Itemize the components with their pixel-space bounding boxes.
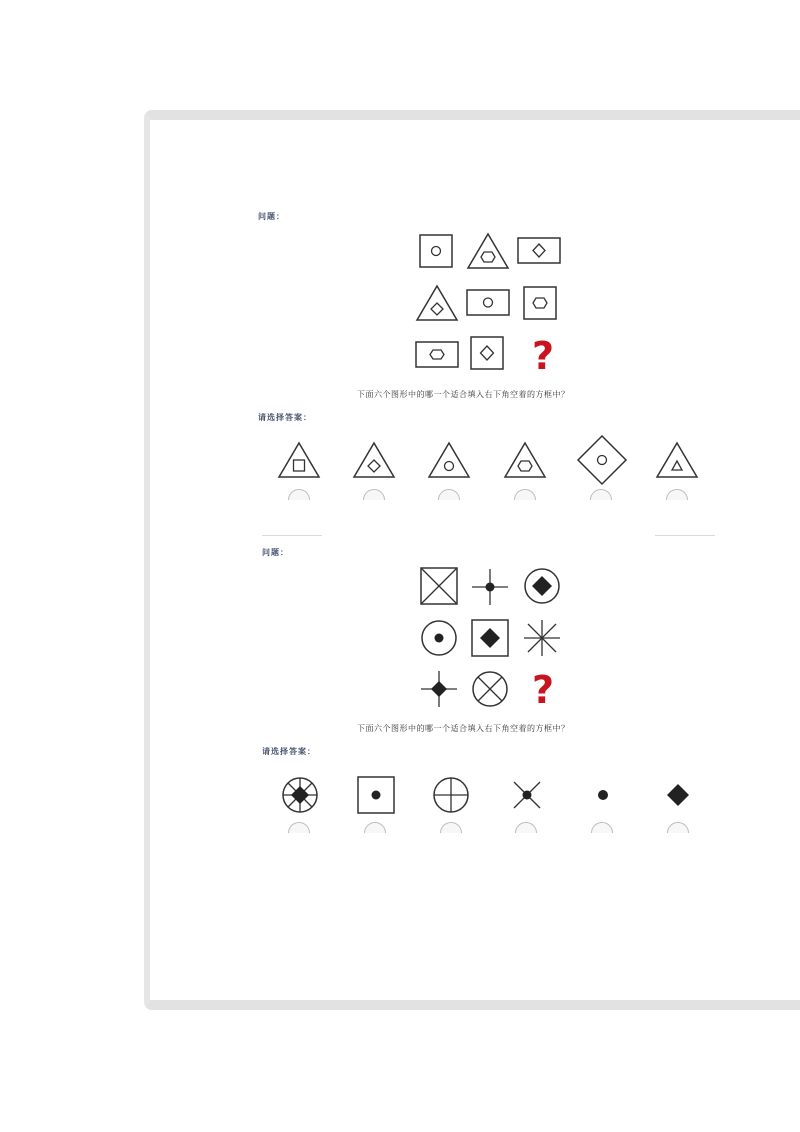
q2-question-mark-text: ? [531,668,555,712]
q1-question-mark-text: ? [531,334,555,378]
q1-cell-square-diamond [470,336,504,370]
q2-missing-cell-question-mark [530,668,556,712]
q1-cell-triangle-diamond [415,284,459,322]
q2-option-4-radio[interactable] [515,821,539,833]
q2-option-3-circle-plus[interactable] [432,776,470,814]
q1-option-2-radio[interactable] [363,488,387,500]
q2-option-2-radio[interactable] [364,821,388,833]
section-divider-left [262,535,322,536]
q1-cell-triangle-hexagon [466,232,510,270]
q2-cell-circle-dot [420,619,458,657]
q1-option-1-triangle-square[interactable] [277,441,321,479]
q1-missing-cell-question-mark [530,334,556,378]
q2-option-6-filled-diamond[interactable] [665,782,691,808]
q2-cell-square-filled-diamond [471,619,509,657]
q1-cell-square-hexagon [523,286,557,320]
q1-option-5-diamond-circle[interactable] [576,434,628,486]
q1-option-3-radio[interactable] [438,488,462,500]
q1-option-6-radio[interactable] [666,488,690,500]
q1-cell-rect-hexagon [415,341,459,369]
q2-option-1-radio[interactable] [288,821,312,833]
question1-answer-label: 请选择答案： [258,413,312,422]
q2-option-2-square-dot[interactable] [357,776,395,814]
q2-cell-asterisk-lines [523,619,561,657]
q1-option-1-radio[interactable] [288,488,312,500]
question2-answer-label: 请选择答案： [262,747,316,756]
q1-cell-square-circle [419,234,453,268]
q1-option-4-radio[interactable] [514,488,538,500]
q2-cell-dot-cross [471,568,509,606]
q2-option-5-dot[interactable] [592,784,614,806]
q2-cell-circle-x [471,670,509,708]
q1-option-3-triangle-circle[interactable] [427,441,471,479]
q2-option-5-radio[interactable] [591,821,615,833]
q2-cell-circle-filled-diamond [523,567,561,605]
q2-option-1-wheel-diamond[interactable] [281,776,319,814]
q1-option-4-triangle-hexagon[interactable] [503,441,547,479]
question1-prompt: 下面六个图形中的哪一个适合填入右下角空着的方框中？ [357,390,570,399]
q2-cell-diamond-cross [420,670,458,708]
q1-option-6-triangle-triangle[interactable] [655,441,699,479]
question1-label: 问题： [258,212,285,221]
q1-option-2-triangle-diamond[interactable] [352,441,396,479]
q2-option-4-dot-x[interactable] [512,780,542,810]
q2-cell-crossed-square [420,567,458,605]
question2-prompt: 下面六个图形中的哪一个适合填入右下角空着的方框中？ [357,724,570,733]
q2-option-6-radio[interactable] [667,821,691,833]
question2-label: 问题： [262,548,289,557]
q1-cell-rect-circle [466,289,510,317]
q1-option-5-radio[interactable] [590,488,614,500]
q2-option-3-radio[interactable] [440,821,464,833]
section-divider-right [655,535,715,536]
q1-cell-rect-diamond [517,237,561,265]
